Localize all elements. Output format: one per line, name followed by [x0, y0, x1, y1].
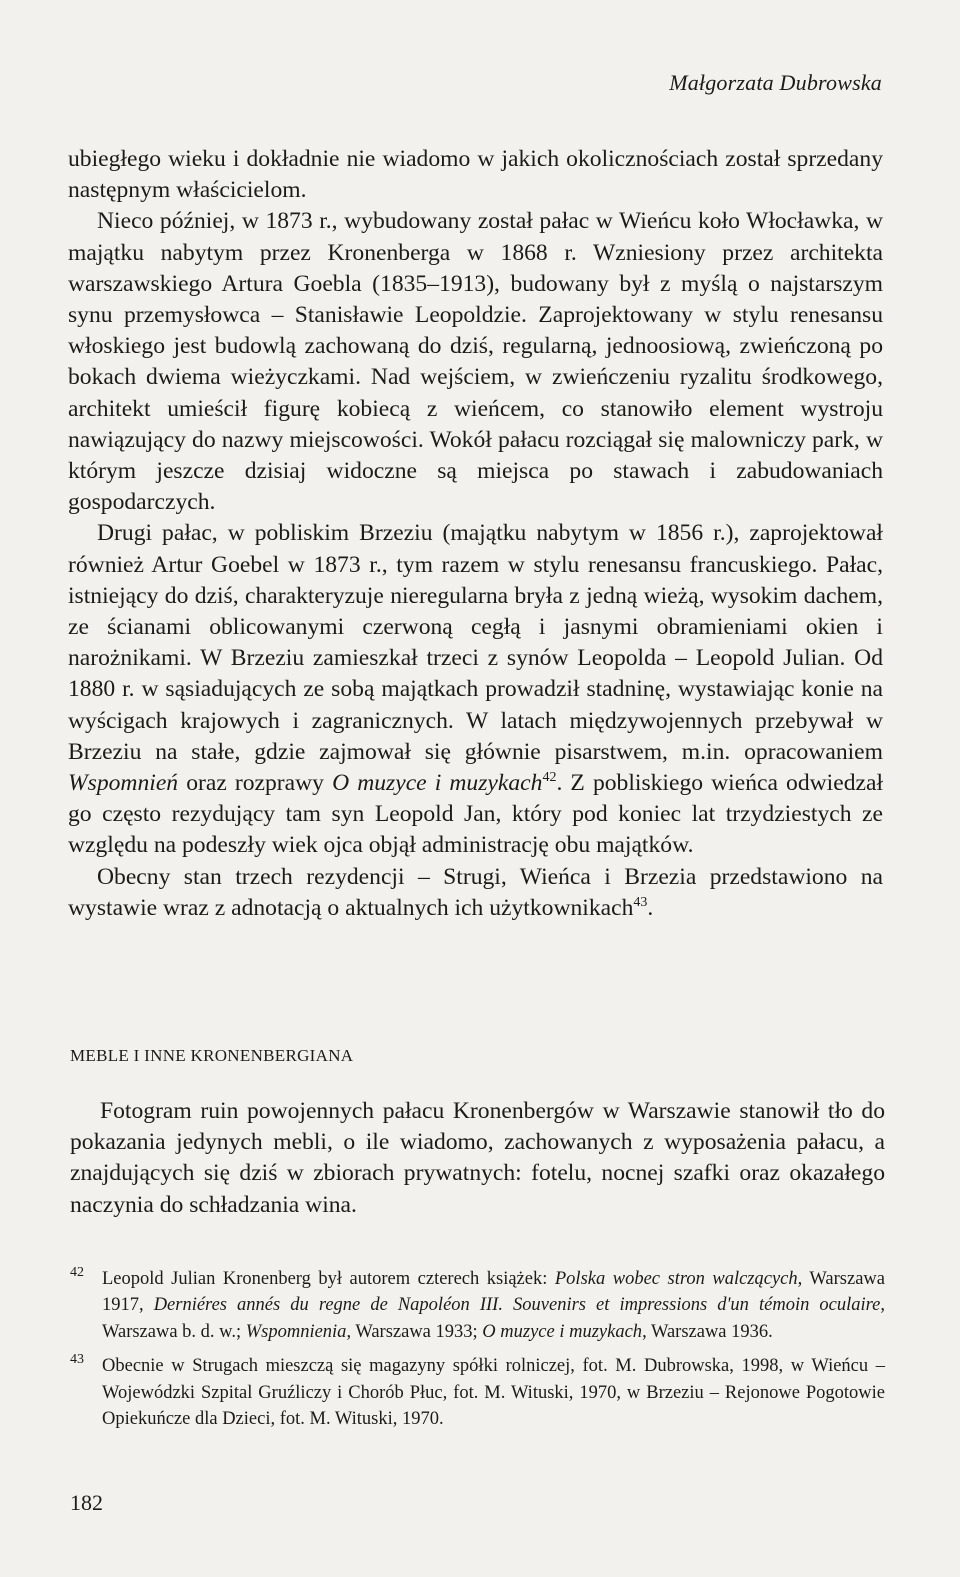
- footnotes: [70, 1266, 885, 1440]
- paragraph-text: . Z pobliskiego wieńca odwiedzał go często rezydujący tam syn Leopold Jan, który pod koniec lat trzydziestych ze względu na podeszły wiek ojca objął administrację obu majątków.: [68, 770, 883, 859]
- footnote-42: [70, 1266, 885, 1345]
- footnote-number: 42: [70, 1265, 84, 1280]
- paragraph-text: .: [647, 894, 654, 921]
- book-title-o-muzyce: O muzyce i muzykach: [332, 770, 543, 797]
- page-number: 182: [70, 1490, 103, 1515]
- paragraph-wieniec-palace: Nieco później, w 1873 r., wybudowany został pałac w Wieńcu koło Włocławka, w majątku nabytym przez Kronenberga w 1868 r. Wzniesiony przez architekta warszawskiego Artura Goebla (1835–1913), budowany był z myślą o najstarszym synu przemysłowca – Stanisławie Leopoldzie. Zaprojektowany w stylu renesansu włoskiego jest budowlą zachowaną do dziś, regularną, jednoosiową, zwieńczoną po bokach dwiema wieżyczkami. Nad wejściem, w zwieńczeniu ryzalitu środkowego, architekt umieścił figurę kobiecą z wieńcem, co stanowiło element wystroju nawiązujący do nazwy miejscowości. Wokół pałacu rozciągał się malowniczy park, w którym jeszcze dzisiaj widoczne są miejsca po stawach i zabudowaniach gospodarczych.: [68, 208, 883, 516]
- footnote-text: , Warszawa 1936.: [642, 1321, 773, 1342]
- footnote-title: Polska wobec stron walczących: [554, 1269, 798, 1289]
- footnote-text: , Warszawa 1917,: [102, 1269, 885, 1316]
- paragraph-continuation: ubiegłego wieku i dokładnie nie wiadomo w jakich okolicznościach został sprzedany następnym właścicielom.: [68, 146, 883, 204]
- footnote-text: , Warszawa b. d. w.;: [102, 1295, 885, 1342]
- section-heading: MEBLE I INNE KRONENBERGIANA: [70, 1046, 354, 1065]
- section-text: [70, 1096, 885, 1221]
- paragraph-text: Obecny stan trzech rezydencji – Strugi, Wieńca i Brzezia przedstawiono na wystawie wraz z adnotacją o aktualnych ich użytkownikach: [68, 863, 883, 921]
- paragraph-brzezie-palace: [68, 518, 883, 861]
- book-title-wspomnien: Wspomnień: [68, 770, 179, 797]
- paragraph-text: Drugi pałac, w pobliskim Brzeziu (majątku nabytym w 1856 r.), zaprojektował również Artur Goebel w 1873 r., tym razem w stylu renesansu francuskiego. Pałac, istniejący do dziś, charakteryzuje nieregularna bryła z jedną wieżą, wysokim dachem, ze ścianami oblicowanymi czerwoną cegłą i jasnymi obramieniami okien i narożnikami. W Brzeziu zamieszkał trzeci z synów Leopolda – Leopold Julian. Od 1880 r. w sąsiadujących ze sobą majątkach prowadził stadninę, wystawiając konie na wyścigach krajowych i zagranicznych. W latach międzywojennych przebywał w Brzeziu na stałe, gdzie zajmował się głównie pisarstwem, m.in. opracowaniem: [68, 520, 883, 765]
- footnote-title: Wspomnienia: [245, 1321, 347, 1342]
- footnote-text: Obecnie w Strugach mieszczą się magazyny spółki rolniczej, fot. M. Dubrowska, 1998, w Wieńcu – Wojewódzki Szpital Gruźliczy i Chorób Płuc, fot. M. Wituski, 1970, w Brzeziu – Rejonowe Pogotowie Opiekuńcze dla Dzieci, fot. M. Wituski, 1970.: [102, 1356, 885, 1430]
- running-header-author: Małgorzata Dubrowska: [669, 70, 882, 95]
- footnote-43: [70, 1353, 885, 1432]
- paragraph-exhibition: [68, 862, 883, 924]
- footnote-text: Leopold Julian Kronenberg był autorem czterech książek:: [102, 1269, 555, 1289]
- paragraph-text: oraz rozprawy: [178, 770, 333, 797]
- footnote-title: Derniéres annés du regne de Napoléon III. Souvenirs et impressions d'un témoin oculaire: [153, 1295, 881, 1316]
- paragraph-furniture: Fotogram ruin powojennych pałacu Kronenbergów w Warszawie stanowił tło do pokazania jedynych mebli, o ile wiadomo, zachowanych z wyposażenia pałacu, a znajdujących się dziś w zbiorach prywatnych: fotelu, nocnej szafki oraz okazałego naczynia do schładzania wina.: [70, 1098, 885, 1218]
- main-text: [68, 144, 883, 924]
- footnote-ref-43[interactable]: 43: [633, 894, 648, 910]
- footnote-title: O muzyce i muzykach: [482, 1321, 643, 1342]
- footnote-ref-42[interactable]: 42: [542, 770, 557, 786]
- footnote-text: , Warszawa 1933;: [346, 1321, 483, 1342]
- footnote-number: 43: [70, 1352, 84, 1368]
